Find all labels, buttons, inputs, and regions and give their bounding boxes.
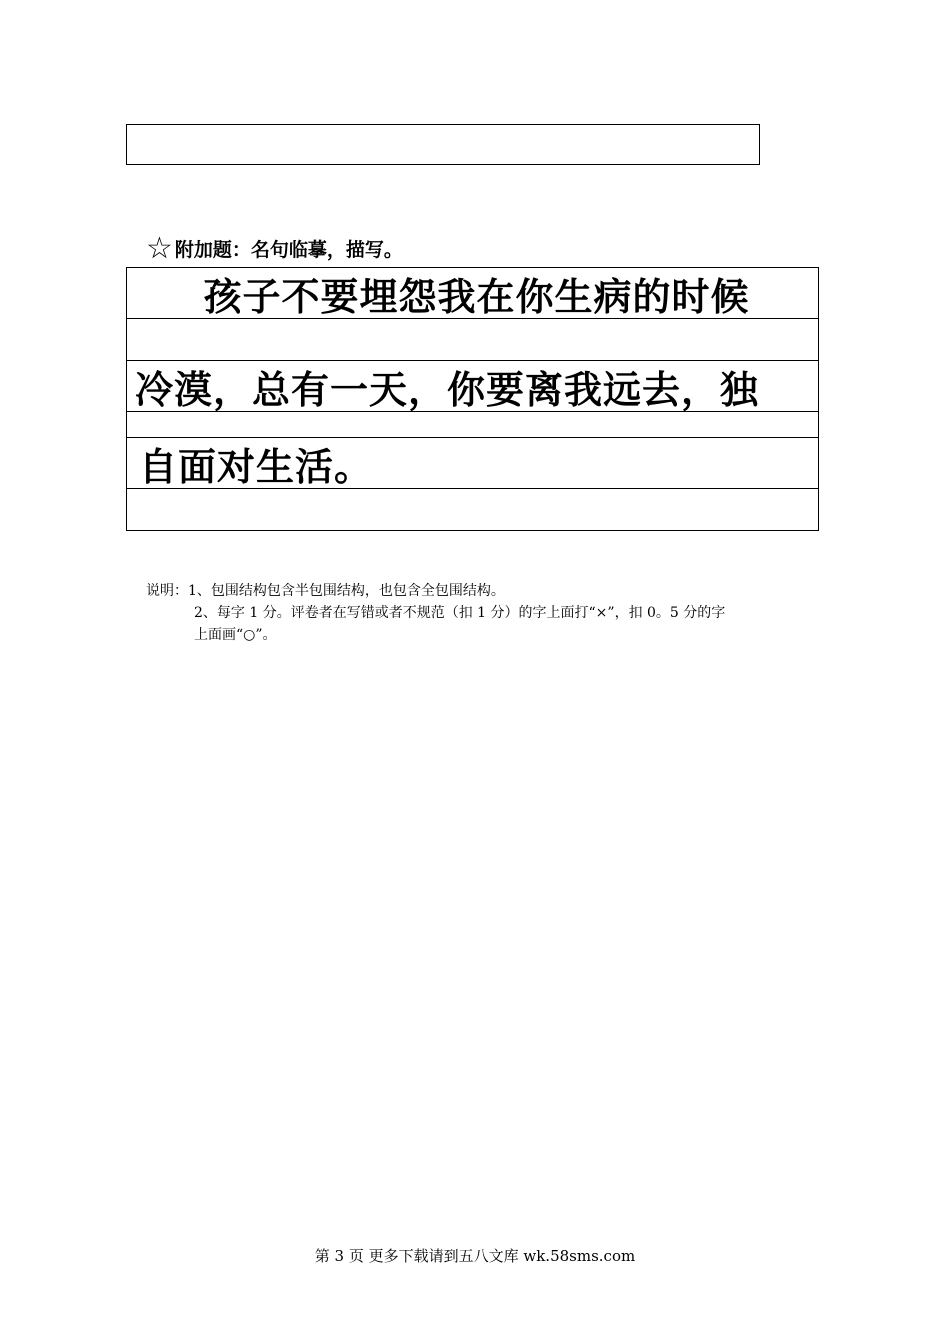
copy-table xyxy=(126,267,819,531)
bonus-heading xyxy=(146,228,403,266)
note-line-3: 上面画“○”。 xyxy=(194,627,277,643)
blank-writing-row-1 xyxy=(127,319,818,361)
notes xyxy=(146,580,725,646)
copy-line-2: 冷漠，总有一天，你要离我远去，独 xyxy=(127,361,818,412)
star-icon: ☆ xyxy=(146,231,173,266)
blank-writing-row-2 xyxy=(127,412,818,438)
answer-box xyxy=(126,124,760,165)
copy-line-3: 自面对生活。 xyxy=(127,438,818,489)
blank-writing-row-3 xyxy=(127,489,818,530)
copy-line-1: 孩子不要埋怨我在你生病的时候 xyxy=(127,268,818,319)
bonus-heading-text: 附加题：名句临摹，描写。 xyxy=(174,239,403,261)
note-line-1: 说明：1、包围结构包含半包围结构，也包含全包围结构。 xyxy=(146,583,505,599)
page-footer: 第 3 页 更多下载请到五八文库 wk.58sms.com xyxy=(314,1247,636,1265)
note-line-2: 2、每字 1 分。评卷者在写错或者不规范（扣 1 分）的字上面打“×”，扣 0。5 分的字 xyxy=(194,605,726,621)
